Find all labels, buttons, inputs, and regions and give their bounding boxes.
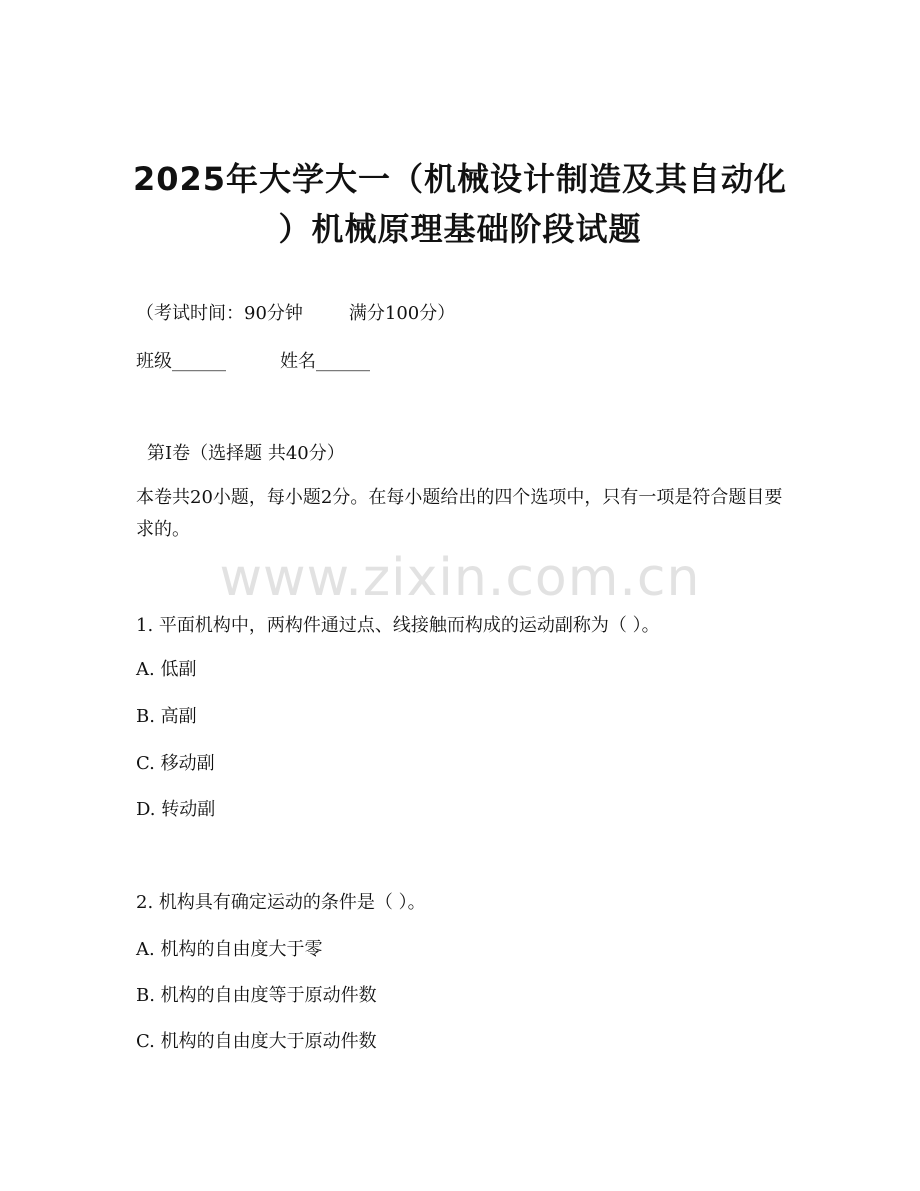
- question-1-option-b: B. 高副: [136, 706, 197, 727]
- question-2-option-b: B. 机构的自由度等于原动件数: [136, 985, 377, 1006]
- page-title-line-2: ）机械原理基础阶段试题: [278, 210, 642, 248]
- question-1-option-a: A. 低副: [136, 659, 197, 680]
- question-1-stem: 1. 平面机构中，两构件通过点、线接触而构成的运动副称为（ ）。: [136, 615, 660, 636]
- student-info: [136, 350, 370, 374]
- exam-full-score: 满分100分）: [348, 303, 456, 324]
- section-instructions: 本卷共20小题，每小题2分。在每小题给出的四个选项中，只有一项是符合题目要求的。: [136, 487, 783, 540]
- question-2-stem: 2. 机构具有确定运动的条件是（ ）。: [136, 892, 426, 913]
- question-2-option-a: A. 机构的自由度大于零: [136, 939, 323, 960]
- watermark: www.zixin.com.cn: [219, 548, 701, 608]
- question-1-option-d: D. 转动副: [136, 799, 216, 820]
- class-field: 班级______: [136, 351, 226, 372]
- name-field: 姓名______: [280, 351, 370, 372]
- question-1-option-c: C. 移动副: [136, 753, 215, 774]
- question-2-option-c: C. 机构的自由度大于原动件数: [136, 1031, 377, 1052]
- exam-info: [136, 302, 455, 326]
- section-heading: 第Ⅰ卷（选择题 共40分）: [147, 443, 345, 464]
- exam-time: （考试时间：90分钟: [136, 303, 303, 324]
- page-title-line-1: 2025年大学大一（机械设计制造及其自动化: [132, 160, 788, 198]
